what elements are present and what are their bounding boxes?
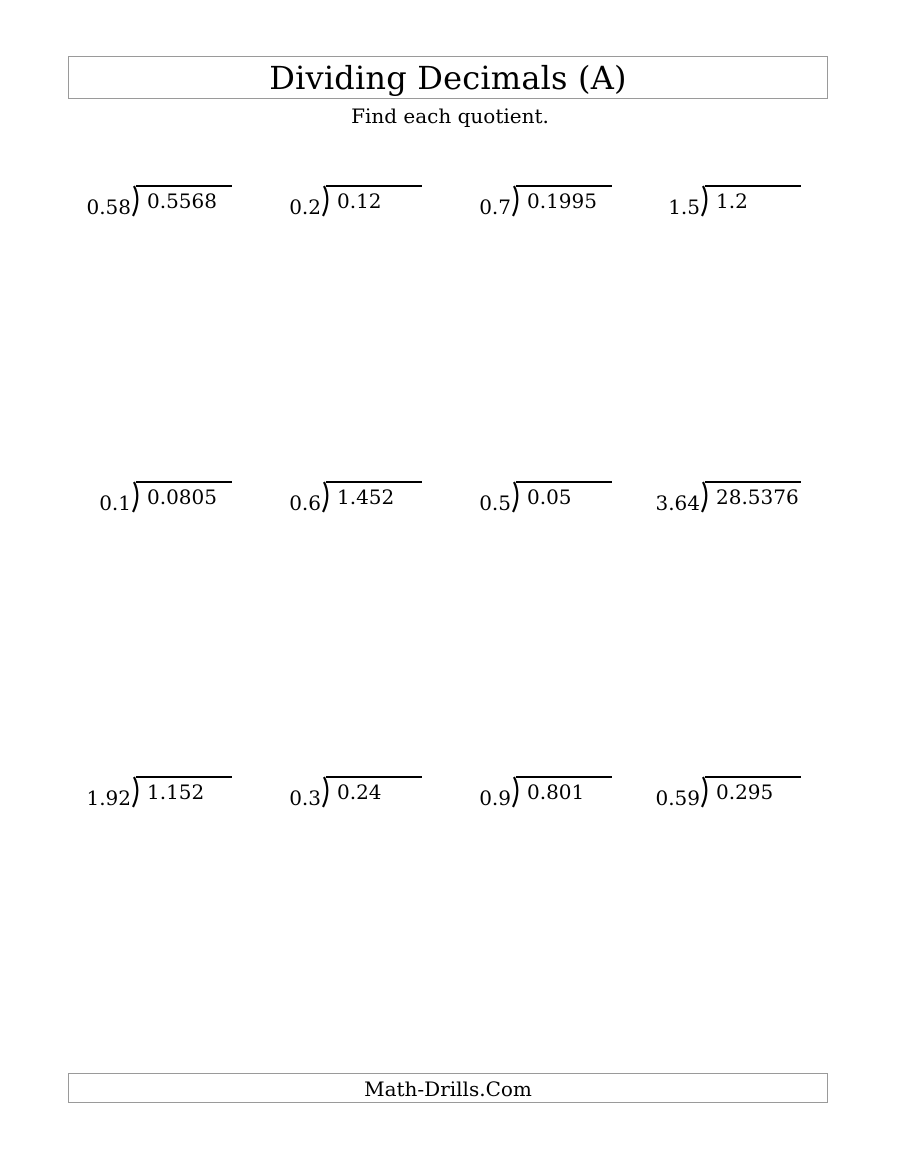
division-bracket-icon bbox=[512, 481, 522, 515]
dividend-bar bbox=[326, 481, 422, 483]
divisor: 0.9 bbox=[479, 786, 511, 810]
dividend: 28.5376 bbox=[716, 485, 799, 509]
dividend-bar bbox=[516, 481, 612, 483]
division-bracket-icon bbox=[322, 481, 332, 515]
division-bracket-icon bbox=[322, 776, 332, 810]
dividend-bar bbox=[705, 481, 801, 483]
footer-box bbox=[68, 1073, 828, 1103]
dividend-bar bbox=[326, 776, 422, 778]
dividend-bar bbox=[705, 776, 801, 778]
division-bracket-icon bbox=[512, 776, 522, 810]
divisor: 0.58 bbox=[86, 195, 131, 219]
divisor: 1.5 bbox=[668, 195, 700, 219]
dividend: 0.12 bbox=[337, 189, 382, 213]
dividend-bar bbox=[326, 185, 422, 187]
division-bracket-icon bbox=[701, 185, 711, 219]
instructions: Find each quotient. bbox=[351, 104, 549, 128]
dividend: 1.452 bbox=[337, 485, 395, 509]
dividend: 1.2 bbox=[716, 189, 748, 213]
dividend: 0.5568 bbox=[147, 189, 217, 213]
divisor: 0.6 bbox=[289, 491, 321, 515]
dividend-bar bbox=[136, 481, 232, 483]
division-bracket-icon bbox=[512, 185, 522, 219]
dividend: 0.801 bbox=[527, 780, 585, 804]
title-box bbox=[68, 56, 828, 99]
divisor: 0.59 bbox=[655, 786, 700, 810]
divisor: 0.2 bbox=[289, 195, 321, 219]
division-bracket-icon bbox=[132, 481, 142, 515]
division-bracket-icon bbox=[701, 481, 711, 515]
dividend: 0.295 bbox=[716, 780, 774, 804]
page-title: Dividing Decimals (A) bbox=[269, 59, 627, 97]
dividend: 0.05 bbox=[527, 485, 572, 509]
dividend-bar bbox=[516, 776, 612, 778]
footer-site-name: Math-Drills.Com bbox=[364, 1077, 532, 1101]
divisor: 0.7 bbox=[479, 195, 511, 219]
dividend: 1.152 bbox=[147, 780, 205, 804]
dividend: 0.24 bbox=[337, 780, 382, 804]
divisor: 3.64 bbox=[655, 491, 700, 515]
divisor: 0.1 bbox=[99, 491, 131, 515]
dividend-bar bbox=[136, 185, 232, 187]
divisor: 1.92 bbox=[86, 786, 131, 810]
division-bracket-icon bbox=[132, 185, 142, 219]
dividend-bar bbox=[516, 185, 612, 187]
dividend: 0.0805 bbox=[147, 485, 217, 509]
dividend-bar bbox=[705, 185, 801, 187]
divisor: 0.5 bbox=[479, 491, 511, 515]
dividend-bar bbox=[136, 776, 232, 778]
division-bracket-icon bbox=[132, 776, 142, 810]
divisor: 0.3 bbox=[289, 786, 321, 810]
dividend: 0.1995 bbox=[527, 189, 597, 213]
division-bracket-icon bbox=[701, 776, 711, 810]
division-bracket-icon bbox=[322, 185, 332, 219]
